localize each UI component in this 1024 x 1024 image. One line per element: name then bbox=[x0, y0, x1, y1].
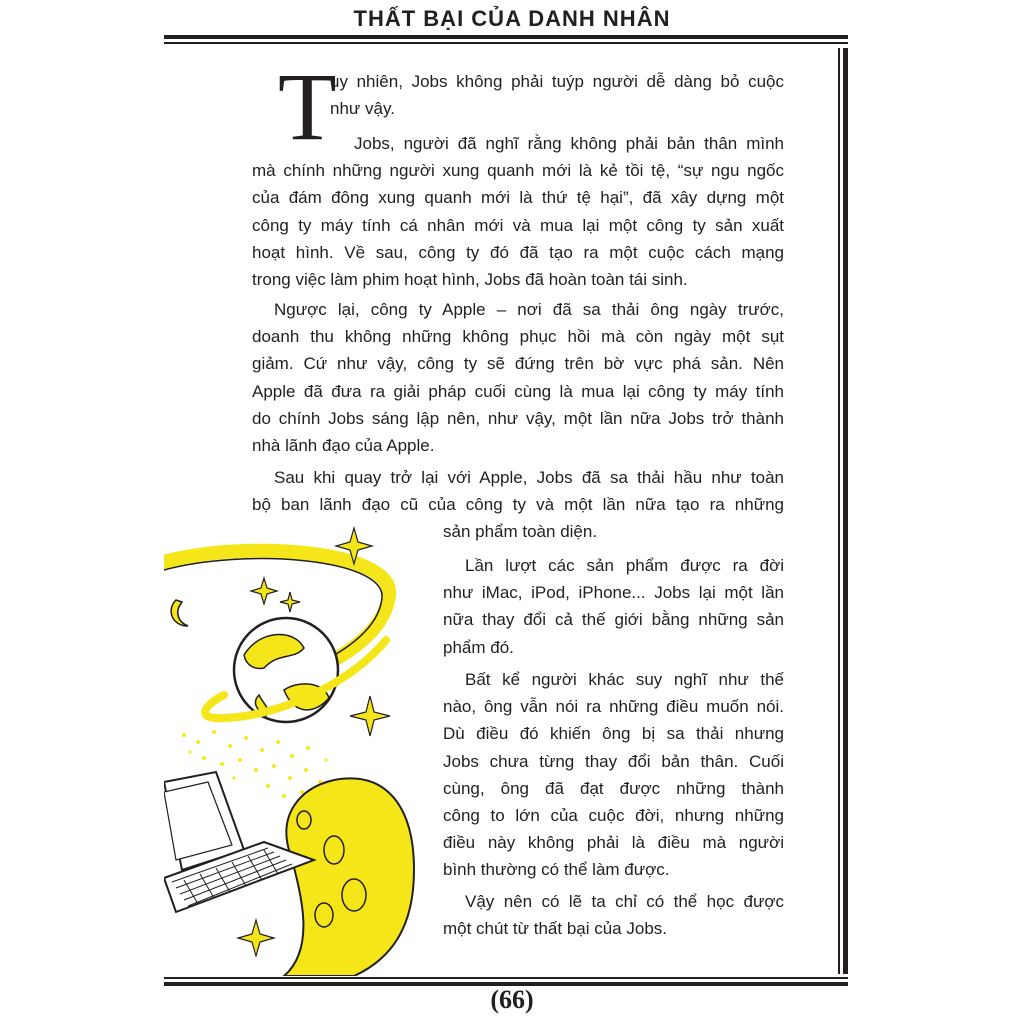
text-line: do chính Jobs sáng lập nên, như vậy, một lần nữa Jobs trở thành bbox=[252, 408, 784, 428]
paragraph-2 bbox=[252, 130, 784, 293]
text-line: công ty máy tính cá nhân mới và mua lại một công ty sản xuất bbox=[252, 215, 784, 235]
text-line: Jobs, người đã nghĩ rằng không phải bản thân mình bbox=[354, 134, 784, 153]
text-line: mà chính những người xung quanh mới là kẻ tồi tệ, “sự ngu ngốc bbox=[252, 161, 784, 181]
text-line: Bất kể người khác suy nghĩ như thế bbox=[465, 670, 784, 689]
text-line: uy nhiên, Jobs không phải tuýp người dễ dàng bỏ cuộc bbox=[330, 72, 784, 91]
text-line: bộ ban lãnh đạo cũ của công ty và một lần nữa tạo ra những bbox=[252, 495, 784, 515]
text-line: điều này không phải là điều mà người bbox=[443, 833, 784, 853]
paragraph-6 bbox=[443, 666, 784, 884]
crescent-icon bbox=[171, 600, 188, 626]
text-line: của đám đông xung quanh mới là thứ tệ hại”, đã xây dựng một bbox=[252, 188, 784, 208]
text-line: trong việc làm phim hoạt hình, Jobs đã hoàn toàn tái sinh. bbox=[252, 269, 688, 289]
text-line: Lần lượt các sản phẩm được ra đời bbox=[465, 556, 784, 575]
text-line: nữa thay đổi cả thế giới bằng những sản bbox=[443, 610, 784, 630]
text-line: hoạt hình. Về sau, công ty đó đã tạo ra một cuộc cách mạng bbox=[252, 242, 784, 262]
text-line: Apple đã đưa ra giải pháp cuối cùng là mua lại công ty máy tính bbox=[252, 381, 784, 401]
paragraph-5 bbox=[443, 552, 784, 661]
bottom-rule-thin bbox=[164, 977, 848, 979]
text-line: Jobs chưa từng thay đổi bản thân. Cuối bbox=[443, 751, 784, 771]
text-line: sản phẩm toàn diện. bbox=[443, 522, 598, 542]
text-line: Ngược lại, công ty Apple – nơi đã sa thải ông ngày trước, bbox=[274, 300, 784, 319]
text-line: cùng, ông đã đạt được những thành bbox=[443, 778, 784, 798]
text-line: doanh thu không những không phục hồi mà còn ngày một sụt bbox=[252, 327, 784, 347]
text-line: nào, ông vẫn nói ra những điều muốn nói. bbox=[443, 697, 784, 717]
text-line: Vậy nên có lẽ ta chỉ có thể học được bbox=[465, 892, 784, 911]
text-line: Sau khi quay trở lại với Apple, Jobs đã sa thải hầu như toàn bbox=[274, 468, 784, 487]
text-line: Dù điều đó khiến ông bị sa thải nhưng bbox=[443, 724, 784, 744]
page-number: (66) bbox=[490, 985, 534, 1014]
text-line: phẩm đó. bbox=[443, 637, 514, 657]
planet-laptop-moon-illustration bbox=[164, 520, 424, 976]
top-rule-thick bbox=[164, 35, 848, 39]
top-rule-thin bbox=[164, 42, 848, 44]
right-rule-thick bbox=[843, 48, 848, 974]
right-rule-thin bbox=[838, 48, 840, 974]
text-line: giảm. Cứ như vậy, công ty sẽ đứng trên bờ vực phá sản. Nên bbox=[252, 354, 784, 374]
paragraph-1 bbox=[330, 68, 784, 122]
text-line: nhà lãnh đạo của Apple. bbox=[252, 435, 435, 455]
text-line: công to lớn của cuộc đời, nhưng những bbox=[443, 805, 784, 825]
text-line: bình thường có thể làm được. bbox=[443, 860, 670, 880]
paragraph-3 bbox=[252, 296, 784, 459]
running-header: THẤT BẠI CỦA DANH NHÂN bbox=[353, 6, 671, 31]
moon-icon bbox=[284, 778, 414, 976]
text-line: như iMac, iPod, iPhone... Jobs lại một lần bbox=[443, 583, 784, 603]
drop-cap: T bbox=[278, 53, 337, 160]
paragraph-7 bbox=[443, 888, 784, 942]
text-line: một chút từ thất bại của Jobs. bbox=[443, 919, 667, 939]
text-line: như vậy. bbox=[330, 99, 395, 119]
